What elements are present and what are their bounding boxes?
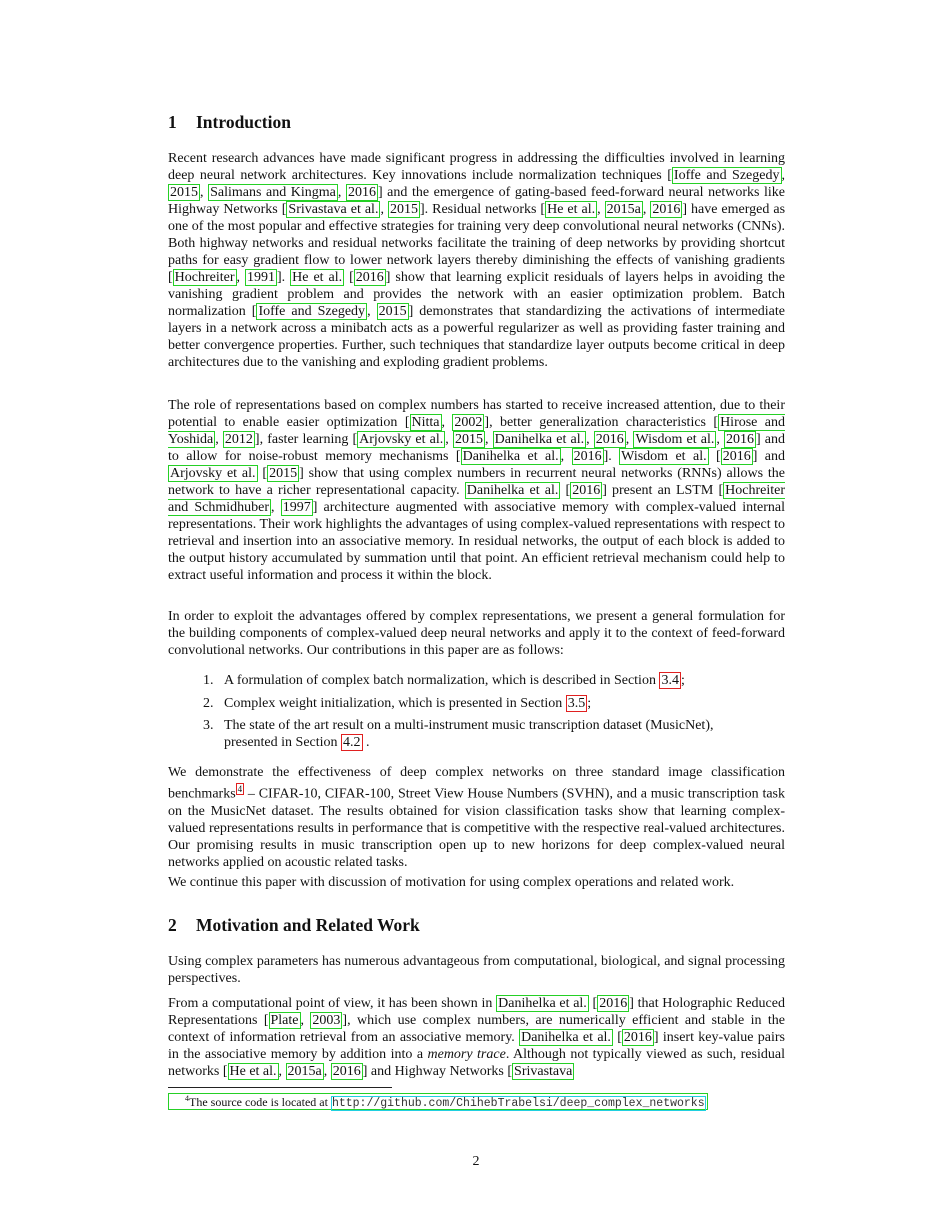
citation-link[interactable]: Danihelka et al. [466,483,559,498]
footnote-link-box[interactable] [168,1093,708,1110]
citation-link[interactable]: 1991 [247,270,276,285]
citation-link[interactable]: Arjovsky et al. [170,466,256,481]
citation-link[interactable]: Wisdom et al. [621,449,707,464]
citation-link[interactable]: He et al. [292,270,343,285]
section-title: Introduction [196,112,291,132]
section-ref-link[interactable]: 3.4 [661,673,679,688]
citation-link[interactable]: 2015 [454,432,483,447]
section-ref-link[interactable]: 3.5 [567,696,586,711]
footnote [168,1091,785,1112]
citation-link[interactable]: 2016 [595,432,624,447]
citation-link[interactable]: Hochreiter [174,270,235,285]
motivation-paragraph-2: From a computational point of view, it has been shown in Danihelka et al. [ 2016 ] that Holographic Reduced Representations [ Plate , 2003 ], which use complex numbers, are numerically efficient and stable in the context of information retrieval from an associative memory. Danihelka et al. [ 2016 ] insert key-value pairs in the associative memory by addition into a memory trace. Although not typically viewed as such, residual networks [ He et al. , 2015a , 2016 ] and Highway Networks [ Srivastava [168,996,786,1079]
citation-link[interactable]: 2016 [355,270,384,285]
citation-link[interactable]: 2015a [606,202,641,217]
citation-link[interactable]: Danihelka et al. [462,449,559,464]
citation-link[interactable]: 2015 [389,202,418,217]
motivation-paragraph-1: Using complex parameters has numerous advantageous from computational, biological, and signal processing perspectives. [168,954,785,986]
citation-link[interactable]: 2016 [599,996,628,1011]
section-heading-introduction [168,112,291,133]
citation-link[interactable]: 2015 [170,185,198,200]
footnote-rule [168,1087,392,1088]
citation-link[interactable]: 2016 [332,1064,361,1079]
section-number: 2 [168,915,177,935]
citation-link[interactable]: 2015 [378,304,407,319]
citation-link[interactable]: Arjovsky et al. [359,432,444,447]
citation-link[interactable]: 2012 [224,432,253,447]
footnote-mark: 4 [185,1094,189,1103]
citation-link[interactable]: Salimans and Kingma [210,185,336,200]
citation-link[interactable]: 2016 [726,432,754,447]
intro-paragraph-2: The role of representations based on complex numbers has started to receive increased attention, due to their potential to enable easier optimization [ Nitta , 2002 ], better generalization characteristics [ Hirose and Yoshida , 2012 ], faster learning [ Arjovsky et al. , 2015 , Danihelka et al. , 2016 , Wisdom et al. , 2016 ] and to allow for noise-robust memory mechanisms [ Danihelka et al. , 2016 ]. Wisdom et al. [ 2016 ] and Arjovsky et al. [ 2015 ] show that using complex numbers in recurrent neural networks (RNNs) allows the network to have a richer representational capacity. Danihelka et al. [ 2016 ] present an LSTM [ Hochreiter and Schmidhuber , 1997 ] architecture augmented with associative memory with complex-valued internal representations. Their work highlights the advantages of using complex-valued representations with respect to retrieval and insertion into an associative memory. In residual networks, the output of each block is added to the output history accumulated by summation until that point. An efficient retrieval mechanism could help to extract useful information and process it within the block. [168,398,786,583]
section-title: Motivation and Related Work [196,915,420,935]
citation-link[interactable]: He et al. [229,1064,277,1079]
citation-link[interactable]: Danihelka et al. [494,432,585,447]
citation-link[interactable]: Srivastava [514,1064,573,1079]
citation-link[interactable]: Hirose and Yoshida [168,415,786,447]
citation-link[interactable]: Hochreiter and Schmidhuber [168,483,785,515]
footnote-url-link[interactable]: http://github.com/ChihebTrabelsi/deep_complex_networks [331,1097,705,1110]
section-number: 1 [168,112,177,132]
citation-link[interactable]: 2003 [312,1013,341,1028]
section-heading-motivation [168,915,420,936]
citation-link[interactable]: 1997 [282,500,311,515]
citation-link[interactable]: Wisdom et al. [635,432,715,447]
intro-paragraph-4: We demonstrate the effectiveness of deep complex networks on three standard image classification benchmarks $^4$ – CIFAR-10, CIFAR-100, Street View House Numbers (SVHN), and a music transcription task on the MusicNet dataset. The results obtained for vision classification tasks show that learning complex-valued representations results in performance that is competitive with the respective real-valued architectures. Our promising results in music transcription open up to new horizons for deep complex-valued neural networks applied on acoustic related tasks. [168,765,785,870]
citation-link[interactable]: Srivastava et al. [288,202,379,217]
citation-link[interactable]: Danihelka et al. [498,996,587,1011]
citation-link[interactable]: 2015 [269,466,298,481]
footnote-marker-link[interactable]: 4 [237,784,243,794]
citation-link[interactable]: He et al. [547,202,596,217]
citation-link[interactable]: 2016 [623,1030,652,1045]
citation-link[interactable]: Ioffe and Szegedy [258,304,366,319]
section-ref-link[interactable]: 4.2 [343,735,361,750]
intro-paragraph-1: Recent research advances have made significant progress in addressing the difficulties involved in learning deep neural network architectures. Key innovations include normalization techniques [ Ioffe and Szegedy , 2015 , Salimans and Kingma , 2016 ] and the emergence of gating-based feed-forward neural networks like Highway Networks [ Srivastava et al. , 2015 ]. Residual networks [ He et al. , 2015a , 2016 ] have emerged as one of the most popular and effective strategies for training very deep convolutional neural networks (CNNs). Both highway networks and residual networks facilitate the training of deep networks by providing shortcut paths for easy gradient flow to lower network layers thereby diminishing the effects of vanishing gradients [ Hochreiter , 1991 ]. He et al. [ 2016 ] show that learning explicit residuals of layers helps in avoiding the vanishing gradient problem and provides the network with an easier optimization problem. Batch normalization [ Ioffe and Szegedy , 2015 ] demonstrates that standardizing the activations of intermediate layers in a network across a minibatch acts as a powerful regularizer as well as providing faster training and better convergence properties. Further, such techniques that standardize layer outputs become critical in deep architectures due to the vanishing and exploding gradient problems. [168,151,786,370]
citation-link[interactable]: Danihelka et al. [521,1030,611,1045]
citation-link[interactable]: 2016 [572,483,601,498]
intro-paragraph-3: In order to exploit the advantages offered by complex representations, we present a general formulation for the building components of complex-valued deep neural networks and apply it to the context of feed-forward convolutional networks. Our contributions in this paper are as follows: [168,609,785,658]
page-number: 2 [472,1154,480,1169]
citation-link[interactable]: 2016 [722,449,751,464]
citation-link[interactable]: Ioffe and Szegedy [673,168,780,183]
intro-paragraph-5: We continue this paper with discussion of motivation for using complex operations and related work. [168,875,735,890]
citation-link[interactable]: 2016 [573,449,602,464]
citation-link[interactable]: 2002 [454,415,483,430]
citation-link[interactable]: 2016 [652,202,681,217]
citation-link[interactable]: Plate [270,1013,299,1028]
citation-link[interactable]: 2016 [347,185,376,200]
citation-link[interactable]: Nitta [411,415,440,430]
footnote-text: The source code is located at [189,1095,331,1109]
citation-link[interactable]: 2015a [287,1064,322,1079]
